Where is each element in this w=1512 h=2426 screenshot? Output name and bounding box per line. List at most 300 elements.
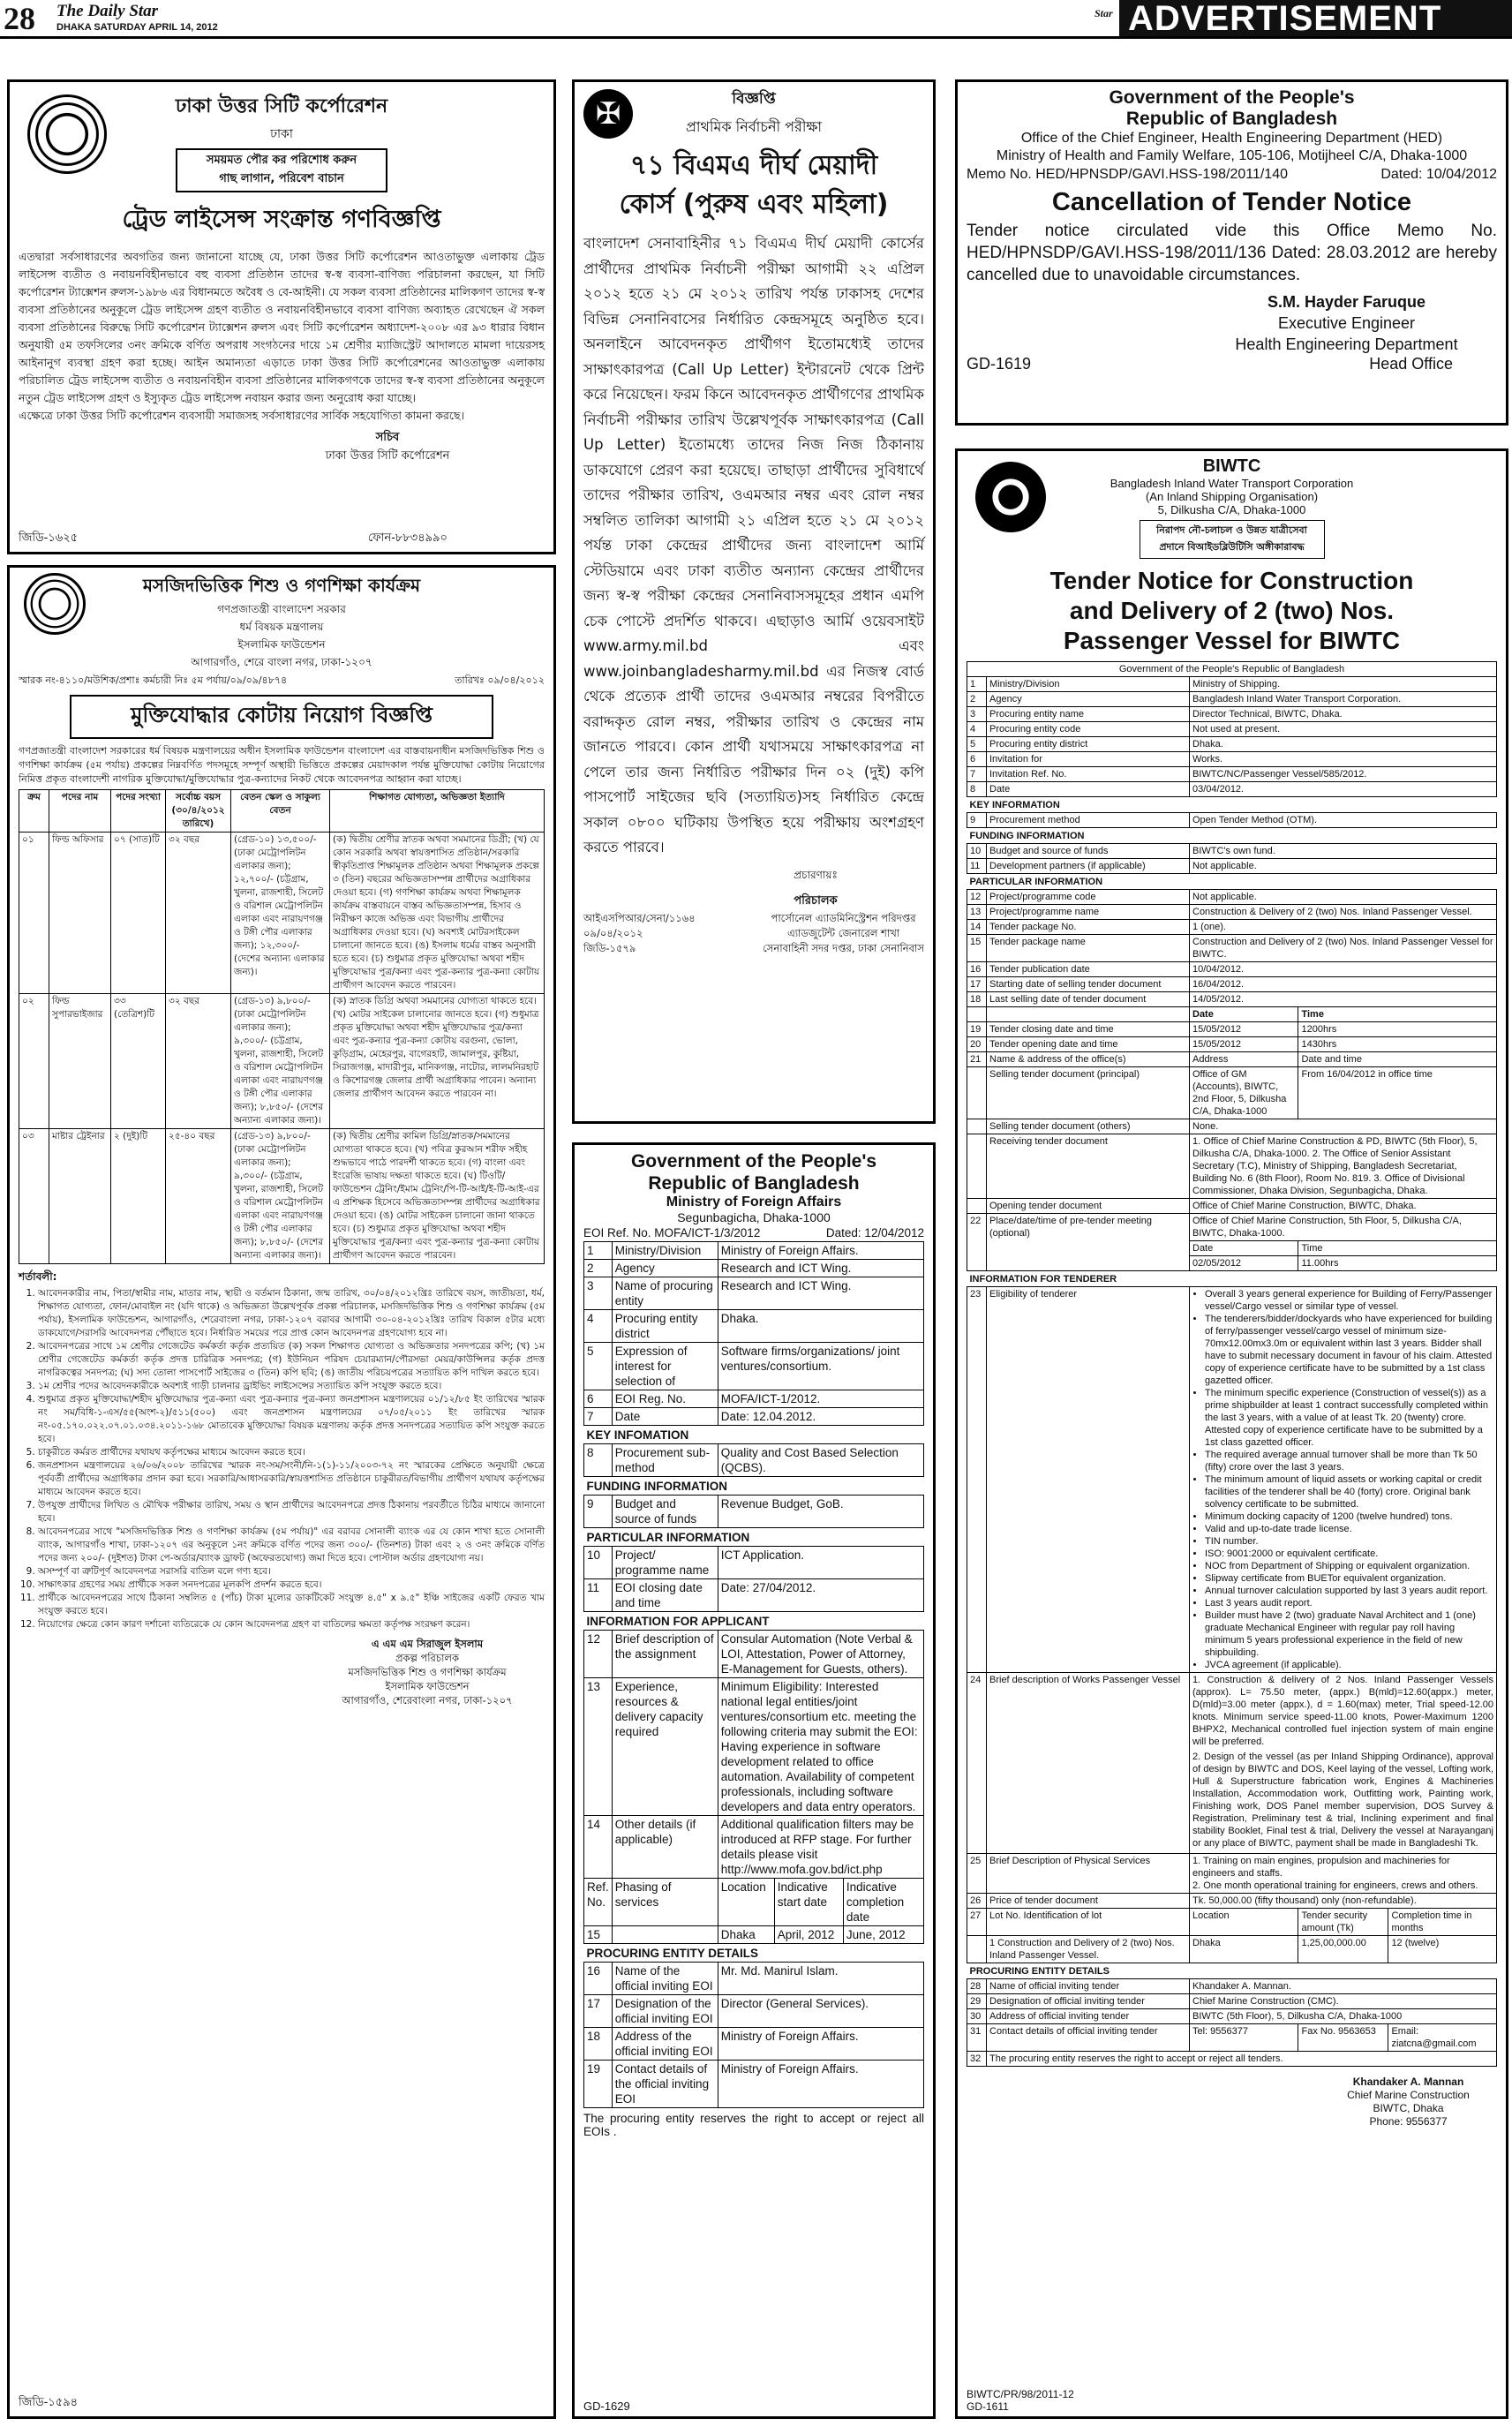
tender-row-label: Tender package name (987, 935, 1190, 962)
ad2-term-item: 8. আবেদনপত্রের সাথে "মসজিদভিত্তিক শিশু ও গণশিক্ষা কার্যক্রম (৫ম পর্যায়)" এর বরাবর সোনালী ব্যাংক এর যে কোন শাখা হতে সোনালী ব্যাংক, আগারগাঁও শাখা, ঢাকা-১২০৭ এর অনুকূলে ১নং ক্রমিকে বর্ণিত পদের জন্য ৩০০/- (তিনশত) টাকা এবং ২ ও ৩নং ক্রমিকে বর্ণিত পদের জন্য ২০০/- (দুইশত) টাকা পে-অর্ডার/ব্যাংক ড্রাফট (অফেরতযোগ্য) জমা দিতে হবে। পোস্টাল অর্ডার গ্রহণযোগ্য নয়। (38, 1526, 545, 1565)
tender-section-heading: PROCURING ENTITY DETAILS (967, 1963, 1497, 1979)
ad2-post-name: ফিল্ড অফিসার (49, 833, 111, 994)
table-row (967, 962, 1497, 977)
eoi-row-value: Ministry of Foreign Affairs. (718, 2061, 923, 2108)
eligibility-item: • TIN number. (1205, 1535, 1493, 1548)
tender-row-value: 14/05/2012. (1190, 992, 1497, 1007)
lot-location: Dhaka (1190, 1936, 1298, 1963)
tender-row-value: Works. (1190, 752, 1497, 767)
eoi-row-label: Ministry/Division (612, 1242, 718, 1260)
eoi-row-value: Software firms/organizations/ joint ventures/consortium. (718, 1343, 923, 1390)
contact-fax: Fax No. 9563653 (1298, 2024, 1388, 2052)
ad2-column-header: বেতন স্কেল ও সাকুল্য বেতন (231, 790, 330, 833)
eoi-row-value: Mr. Md. Manirul Islam. (718, 1963, 923, 1995)
eoi-row-number: 9 (584, 1496, 613, 1528)
tender-row-label: Date (987, 782, 1190, 797)
ad2-posts-table (19, 789, 545, 1264)
tender-time-value: 1200hrs (1298, 1022, 1497, 1037)
tender-row-label: Development partners (if applicable) (987, 859, 1190, 874)
tender-section-heading: PARTICULAR INFORMATION (967, 874, 1497, 890)
table-row (584, 1390, 924, 1408)
tender-row-number (967, 1067, 987, 1119)
tender-row-value (1190, 1287, 1497, 1673)
table-row (967, 737, 1497, 752)
tender-row-value: Chief Marine Construction (CMC). (1190, 1994, 1497, 2009)
ad2-signatory-org: ইসলামিক ফাউন্ডেশন (385, 1680, 470, 1692)
table-row (967, 707, 1497, 722)
eoi-schedule-value: 15 (584, 1926, 613, 1944)
table-row (584, 1310, 924, 1343)
eligibility-item: • Last 3 years audit report. (1205, 1597, 1493, 1609)
eoi-row-value: Minimum Eligibility: Interested national legal entities/joint ventures/consortium etc. meeting the following criteria may submit the EOI: Having experience in software development related to office automation. Availability of competent professionals, including software developers and data entry operators. (718, 1678, 923, 1816)
ad6-sig-phone: Phone: 9556377 (1369, 2115, 1448, 2128)
tender-row-number: 25 (967, 1854, 987, 1894)
tender-row-number: 14 (967, 920, 987, 935)
lot-security: 1,25,00,000.00 (1298, 1936, 1388, 1963)
works-item: 1. Construction & delivery of 2 Nos. Inland Passenger Vessels (approx). L= 75.50 meter, (appx.) B(mld)=12.60(appx.) meter, D(mld)=3.00 meter (appx.), d = 1.60(max) meter, Trial speed-12.00 knots. Minimum service speed-11.00 knots, Power-Maximum 1200 BHPX2, Mechanical controlled fuel injection system of main engine will be preferred. (1192, 1675, 1493, 1747)
table-row (584, 1963, 924, 1995)
ad2-salary: (গ্রেড-১৩) ৯,৮০০/- (ঢাকা মেট্রোপলিটন এলাকার জন্য); ৯,৩০০/- (চট্টগ্রাম, খুলনা, রাজশাহী, সিলেট ও বরিশাল মেট্রোপলিটন এলাকা এবং নারায়ণগঞ্জ ও টঙ্গী পৌর এলাকার জন্য); ৮,৮৫০/- (দেশের অন্যান্য এলাকার জন্য)। (231, 994, 330, 1129)
ad5-dept: Health Engineering Department (1235, 335, 1458, 353)
ad6-sig-title: Chief Marine Construction (1347, 2089, 1470, 2101)
table-row (584, 1816, 924, 1879)
tender-row-value: BIWTC/NC/Passenger Vessel/585/2012. (1190, 767, 1497, 782)
tender-section-heading: INFORMATION FOR TENDERER (967, 1271, 1497, 1287)
eoi-row-label: EOI closing date and time (612, 1579, 718, 1612)
tender-row-number: 31 (967, 2024, 987, 2052)
eoi-row-value: Date: 12.04.2012. (718, 1408, 923, 1426)
tender-row-number: 2 (967, 692, 987, 707)
ad2-address: আগারগাঁও, শেরে বাংলা নগর, ঢাকা-১২০৭ (191, 656, 372, 668)
ad2-column-header: পদের নাম (49, 790, 111, 833)
table-row (967, 2052, 1497, 2067)
table-row (584, 1343, 924, 1390)
ad1-body: এতদ্বারা সর্বসাধারণের অবগতির জন্য জানানো যাচ্ছে যে, ঢাকা উত্তর সিটি কর্পোরেশন আওতাভুক্ত এলাকায় ট্রেড লাইসেন্স ব্যতীত ও নবায়নবিহীনভাবে বহু ব্যবসা প্রতিষ্ঠান তাদের স্ব-স্ব ব্যবসা-বাণিজ্য পরিচালনা করছেন, যা সিটি কর্পোরেশন ট্যাক্সেশন রুলস-১৯৮৬ এর বিধানমতে অবৈধ ও বে-আইনী। যে সকল ব্যবসা প্রতিষ্ঠানের মালিকগণ তাদের স্ব-স্ব ব্যবসা প্রতিষ্ঠানের অনুকূলে ট্রেড লাইসেন্স গ্রহণ ব্যতীত ও নবায়নবিহীনভাবে ব্যবসা বাণিজ্য অব্যাহত রেখেছেন ঐ সকল ব্যবসা প্রতিষ্ঠানের বিরুদ্ধে সিটি কর্পোরেশন ট্যাক্সেশন রুলস এবং সিটি কর্পোরেশন অধ্যাদেশ-২০০৮ এর ৯৩ ধারার বিধান অনুযায়ী ৫ম তফসিলের ৩নং ক্রমিকে বর্ণিত অপরাধ সংগঠনের দায়ে ১ম শ্রেণীর ম্যাজিস্ট্রেট আদালতে মামলা দায়েরসহ আইনানুগ ব্যবস্থা গ্রহণ করা হচ্ছে। আইন অমান্যতা এড়াতে ঢাকা উত্তর সিটি কর্পোরেশনের আওতাভুক্ত এলাকায় পরিচালিত ট্রেড লাইসেন্স ব্যতীত ও নবায়নবিহীন ব্যবসা প্রতিষ্ঠানের মালিকগণকে তাদের স্ব-স্ব ব্যবসা প্রতিষ্ঠানের অনুকূলে নতুন ট্রেড লাইসেন্স গ্রহণ ও ইস্যুকৃত ট্রেড লাইসেন্স নবায়ন করার জন্য অনুরোধ করা যাচ্ছে। (19, 250, 545, 404)
ad2-max-age: ২৫-৪০ বছর (166, 1129, 231, 1264)
ad1-phone: ফোন-৮৮৩৪৯৯০ (367, 531, 448, 545)
tender-row-value: Director Technical, BIWTC, Dhaka. (1190, 707, 1497, 722)
eoi-row-label: Expression of interest for selection of (612, 1343, 718, 1390)
ad1-closing: এক্ষেত্রে ঢাকা উত্তর সিটি কর্পোরেশন ব্যবসায়ী সমাজসহ সর্বসাধারণের সার্বিক সহযোগিতা কামনা করছে। (19, 409, 464, 422)
tender-row-value: Construction and Delivery of 2 (two) Nos. Inland Passenger Vessel for BIWTC. (1190, 935, 1497, 962)
eoi-row-number: 8 (584, 1444, 613, 1477)
table-row (584, 1926, 924, 1944)
eoi-row-number: 7 (584, 1408, 613, 1426)
eoi-row-number: 14 (584, 1816, 613, 1879)
biwtc-logo-icon (975, 462, 1046, 532)
ad3-ref-left-2: ০৯/০৪/২০১২ (583, 926, 643, 939)
ad6-org-addr: 5, Dilkusha C/A, Dhaka-1000 (1157, 503, 1306, 516)
eoi-schedule-header: Indicative completion date (843, 1879, 923, 1926)
table-row (967, 1214, 1497, 1241)
eoi-section (584, 1426, 924, 1444)
eligibility-item: • ISO: 9001:2000 or equivalent certificate. (1205, 1548, 1493, 1560)
tender-row-number: 15 (967, 935, 987, 962)
eoi-row-label: Brief description of the assignment (612, 1631, 718, 1678)
tender-row-number (967, 1199, 987, 1214)
tender-address-value: Office of Chief Marine Construction, BIWTC, Dhaka. (1190, 1199, 1497, 1214)
table-row (584, 1277, 924, 1310)
ad6-gd: GD-1611 (967, 2400, 1009, 2413)
ad6-sig-name: Khandaker A. Mannan (1352, 2076, 1464, 2088)
tender-gov-heading: Government of the People's Republic of Bangladesh (967, 662, 1497, 677)
eoi-row-label: Budget and source of funds (612, 1496, 718, 1528)
table-row (967, 1052, 1497, 1067)
ad3-ref-right-2: এ্যাডজুটেন্ট জেনারেল শাখা (786, 926, 900, 939)
ad4-gd: GD-1629 (583, 2400, 630, 2413)
lot-security-header: Tender security amount (Tk) (1298, 1909, 1388, 1936)
ad-mofa-eoi (572, 1142, 936, 2419)
ad5-gd: GD-1619 (967, 355, 1032, 373)
table-row (967, 1994, 1497, 2009)
tender-row-number: 24 (967, 1673, 987, 1854)
ad3-ref-right-1: পার্সোনেল এ্যাডমিনিস্ট্রেশন পরিদপ্তর (771, 911, 916, 924)
table-row (967, 1037, 1497, 1052)
ad2-post-name: মাষ্টার ট্রেইনার (49, 1129, 111, 1264)
eoi-row-number: 11 (584, 1579, 613, 1612)
lot-completion-header: Completion time in months (1388, 1909, 1497, 1936)
eoi-row-value: Research and ICT Wing. (718, 1277, 923, 1310)
ad6-sig-org: BIWTC, Dhaka (1373, 2102, 1444, 2114)
ad2-intro: গণপ্রজাতন্ত্রী বাংলাদেশ সরকারের ধর্ম বিষয়ক মন্ত্রণালয়ের অধীন ইসলামিক ফাউন্ডেশন বাংলাদেশ এর বাস্তবায়নাধীন মসজিদভিত্তিক শিশু ও গণশিক্ষা কার্যক্রম (৫ম পর্যায়) প্রকল্পের নিম্নবর্ণিত পদসমূহে সম্পূর্ণ অস্থায়ী ভিত্তিতে প্রকল্পের মেয়াদকাল পর্যন্ত মুক্তিযোদ্ধা কোটায় নিয়োগের নিমিত্ত প্রকৃত বাংলাদেশী নাগরিক মুক্তিযোদ্ধা/মুক্তিযোদ্ধার পুত্র-কন্যাদের নিকট থেকে আবেদনপত্র আহ্বান করা যাচ্ছে। (19, 745, 545, 785)
eoi-row-value: ICT Application. (718, 1547, 923, 1579)
eoi-schedule-value: April, 2012 (774, 1926, 843, 1944)
table-row (584, 1408, 924, 1426)
tender-row-value: Tk. 50,000.00 (fifty thousand) only (non-refundable). (1190, 1894, 1497, 1909)
ad2-post-count: ৩৩ (তেত্রিশ)টি (111, 994, 166, 1129)
ad3-ref-right-3: সেনাবাহিনী সদর দপ্তর, ঢাকা সেনানিবাস (763, 941, 924, 954)
table-row (967, 1287, 1497, 1673)
tender-row-number: 27 (967, 1909, 987, 1936)
eoi-schedule-value: Dhaka (718, 1926, 774, 1944)
eoi-row-label: Contact details of the official inviting EOI (612, 2061, 718, 2108)
table-row (967, 1979, 1497, 1994)
tender-row-number (967, 1119, 987, 1134)
tender-row-value: Khandaker A. Mannan. (1190, 1979, 1497, 1994)
tender-row-number (967, 1007, 987, 1022)
tender-row-label: Opening tender document (987, 1199, 1190, 1214)
eoi-row-value: Director (General Services). (718, 1995, 923, 2028)
eoi-row-label: Name of procuring entity (612, 1277, 718, 1310)
ad5-memo: Memo No. HED/HPNSDP/GAVI.HSS-198/2011/140 (967, 167, 1288, 182)
services-item: 2. One month operational training for engineers, crews and others. (1192, 1880, 1478, 1891)
eoi-schedule-header: Location (718, 1879, 774, 1926)
eoi-section (584, 1477, 924, 1496)
ad2-term-item: 7. উপযুক্ত প্রার্থীদের লিখিত ও মৌখিক পরীক্ষার তারিখ, সময় ও স্থান প্রার্থীদের আবেদনপত্রে প্রদত্ত ঠিকানায় পরবর্তীতে চিঠির মাধ্যমে জানানো হবে। (38, 1499, 545, 1526)
paper-name: The Daily Star (56, 2, 159, 20)
ad2-ministry: ধর্ম বিষয়ক মন্ত্রণালয় (239, 621, 324, 633)
eoi-row-label: Procuring entity district (612, 1310, 718, 1343)
tender-row-value: BIWTC (5th Floor), 5, Dilkusha C/A, Dhaka-1000 (1190, 2009, 1497, 2024)
ad4-ministry: Ministry of Foreign Affairs (666, 1194, 842, 1209)
tender-time-value: 1430hrs (1298, 1037, 1497, 1052)
ad5-name: S.M. Hayder Faruque (1267, 293, 1426, 311)
ad5-body: Tender notice circulated vide this Office Memo No. HED/HPNSDP/GAVI.HSS-198/2011/136 Dated: 28.03.2012 are hereby cancelled due to unavoidable circumstances. (967, 222, 1497, 284)
tender-date-value: 15/05/2012 (1190, 1022, 1298, 1037)
tender-row-label: Project/programme name (987, 905, 1190, 920)
tender-row-number: 19 (967, 1022, 987, 1037)
ad5-title: Cancellation of Tender Notice (1051, 188, 1412, 216)
table-row (967, 905, 1497, 920)
ad2-max-age: ৩২ বছর (166, 833, 231, 994)
tender-row-value: Bangladesh Inland Water Transport Corporation. (1190, 692, 1497, 707)
tender-row-label: Name of official inviting tender (987, 1979, 1190, 1994)
tender-row-label (987, 1007, 1190, 1022)
eoi-section-heading: FUNDING INFORMATION (584, 1477, 924, 1496)
tender-row-number: 9 (967, 813, 987, 828)
section-small-logo: Star (1095, 7, 1113, 19)
table-row (967, 1673, 1497, 1854)
tender-row-label: Project/programme code (987, 890, 1190, 905)
eoi-row-number: 10 (584, 1547, 613, 1579)
eoi-row-label: Name of the official inviting EOI (612, 1963, 718, 1995)
ad2-gd: জিডি-১৫৯৪ (19, 2396, 79, 2409)
table-row (584, 1444, 924, 1477)
ad3-title-2: কোর্স (পুরুষ এবং মহিলা) (619, 189, 889, 220)
tender-row-label: Procuring entity district (987, 737, 1190, 752)
tender-row-value: 16/04/2012. (1190, 977, 1497, 992)
table-row (967, 782, 1497, 797)
eoi-row-label: Experience, resources & delivery capacity required (612, 1678, 718, 1816)
eoi-section-heading: PARTICULAR INFORMATION (584, 1528, 924, 1547)
ad1-signatory: সচিব (375, 431, 400, 444)
ad2-qualification: (ক) দ্বিতীয় শ্রেণীর স্নাতক অথবা সমমানের ডিগ্রী; (খ) যে কোন সরকারি অথবা স্বায়ত্তশাসিত প্রতিষ্ঠান/সরকারি স্বীকৃতিপ্রাপ্ত শিক্ষামূলক প্রতিষ্ঠান অথবা শিক্ষামূলক প্রকল্পে ৩ (তিন) বছরের অভিজ্ঞতাসম্পন্ন প্রার্থীদের অগ্রাধিকার দেওয়া হবে। (গ) গণশিক্ষা কার্যক্রম অথবা শিক্ষামূলক কার্যক্রম বাস্তবায়নে বাস্তব অভিজ্ঞতাসম্পন্ন, হিসাব ও নিরীক্ষণ কাজে অভিজ্ঞ এবং বিভাগীয় প্রার্থীদের অগ্রাধিকার দেওয়া হবে। (ঘ) অবশ্যই মোটরসাইকেল চালানো জানতে হবে। (ঙ) ইসলাম ধর্মের বাস্তব অনুসারী হতে হবে। (চ) শুধুমাত্র প্রকৃত মুক্তিযোদ্ধা অথবা শহীদ মুক্তিযোদ্ধার পুত্র/কন্যা এবং পুত্র-কন্যার পুত্র-কন্যা কোটায় প্রার্থীগণ আবেদন করতে পারবেন। (330, 833, 545, 994)
tender-row-number: 3 (967, 707, 987, 722)
tender-row-value: 1 (one). (1190, 920, 1497, 935)
ad2-post-count: ২ (দুই)টি (111, 1129, 166, 1264)
ad6-title-2: and Delivery of 2 (two) Nos. (1069, 597, 1395, 624)
table-row (967, 920, 1497, 935)
page-number: 28 (4, 1, 35, 36)
tender-row-number: 8 (967, 782, 987, 797)
eligibility-item: • The minimum amount of liquid assets or working capital or credit facilities of the tenderer shall be 40 (forty) crore. Original bank solvency certificate to be submitted. (1205, 1473, 1493, 1511)
tender-row-label: Tender closing date and time (987, 1022, 1190, 1037)
eoi-row-label: Date (612, 1408, 718, 1426)
ad2-term-item: 12. নিয়োগের ক্ষেত্রে কোন কারণ দর্শানো ব্যতিরেকে যে কোন আবেদনপত্র গ্রহণ বা বাতিলের ক্ষমতা কর্তৃপক্ষ সংরক্ষণ করেন। (38, 1618, 545, 1631)
eoi-row-label: Address of the official inviting EOI (612, 2028, 718, 2061)
tender-row-label: Name & address of the office(s) (987, 1052, 1190, 1067)
eoi-row-label: Project/ programme name (612, 1547, 718, 1579)
tender-row-number: 17 (967, 977, 987, 992)
ad1-signatory-org: ঢাকা উত্তর সিটি কর্পোরেশন (325, 449, 450, 463)
tender-section (967, 1963, 1497, 1979)
tender-row-number: 5 (967, 737, 987, 752)
eoi-row-number: 19 (584, 2061, 613, 2108)
eoi-row-number: 17 (584, 1995, 613, 2028)
tender-row-number: 20 (967, 1037, 987, 1052)
table-row (967, 722, 1497, 737)
tender-row-number (967, 1936, 987, 1963)
eligibility-item: • Overall 3 years general experience for Building of Ferry/Passenger vessel/Cargo vessel or similar type of vessel. (1205, 1288, 1493, 1313)
eligibility-item: • Slipway certificate from BUETor equivalent organization. (1205, 1572, 1493, 1585)
eoi-row-label: EOI Reg. No. (612, 1390, 718, 1408)
eoi-schedule-header-row (584, 1879, 924, 1926)
ad5-designation: Executive Engineer (1277, 314, 1416, 332)
tender-row-label: Tender opening date and time (987, 1037, 1190, 1052)
tender-row-value (1190, 1854, 1497, 1894)
tender-datetime-value: From 16/04/2012 in office time (1298, 1067, 1497, 1119)
ad2-term-item: 6. জনপ্রশাসন মন্ত্রণালয়ের ২৬/০৬/২০০৮ তারিখের স্মারক নং-সম/সংনী/নি-১(১)-১১/২০০৩-৭২ নং স্মারকের প্রেক্ষিতে অনুযায়ী ক্ষেত্রে পূর্ববর্তী প্রার্থীদের অগ্রাধিকার প্রদান করা হবে। সরকারি/আধাসরকারি/স্বায়ত্তশাসিত প্রতিষ্ঠানে চাকুরীরত/বিভাগীয় প্রার্থীগণ যথাযথ কর্তৃপক্ষের মাধ্যমে আবেদন করতে হবে। (38, 1459, 545, 1499)
ad-dncc-trade-license (7, 79, 556, 554)
eoi-row-number: 5 (584, 1343, 613, 1390)
ad1-gd: জিডি-১৬২৫ (19, 531, 79, 545)
ad6-tender-table (967, 661, 1497, 2067)
ad6-org-sub: (An Inland Shipping Organisation) (1145, 490, 1319, 503)
ad6-title-3: Passenger Vessel for BIWTC (1063, 627, 1401, 654)
eoi-section-heading: KEY INFOMATION (584, 1426, 924, 1444)
table-row (967, 1894, 1497, 1909)
eoi-section (584, 1528, 924, 1547)
tender-row-value: BIWTC's own fund. (1190, 844, 1497, 859)
ad2-term-item: 2. আবেদনপত্রের সাথে ১ম শ্রেণীর গেজেটেড কর্মকর্তা কর্তৃক প্রত্যয়িত (ক) সকল শিক্ষাগত যোগ্যতা ও অভিজ্ঞতার সনদপত্রের কপি; (খ) ১ম শ্রেণীর গেজেটেড কর্মকর্তা কর্তৃক প্রদত্ত চারিত্রিক সনদপত্র; (গ) ইউনিয়ন পরিষদ চেয়ারম্যান/পৌরসভা মেয়র/কাউন্সিলর কর্তৃক প্রদত্ত নাগরিকত্বের সনদপত্র; (ঘ) সদ্য তোলা পাসপোর্ট সাইজের ৩ (তিন) কপি ছবি; (ঙ) জাতীয় পরিচয়পত্রের সত্যায়িত কপি দাখিল করতে হবে। (38, 1340, 545, 1380)
tender-row-number: 28 (967, 1979, 987, 1994)
contact-email: Email: ziatcna@gmail.com (1388, 2024, 1497, 2052)
table-row (967, 677, 1497, 692)
eoi-schedule-header: Ref. No. (584, 1879, 613, 1926)
ad5-head: Head Office (1369, 355, 1453, 373)
ad2-post-name: ফিল্ড সুপারভাইজার (49, 994, 111, 1129)
ad1-city: ঢাকা (270, 127, 293, 141)
table-row (967, 992, 1497, 1007)
eoi-row-label: Designation of the official inviting EOI (612, 1995, 718, 2028)
ad3-subtitle: প্রাথমিক নির্বাচনী পরীক্ষা (685, 118, 823, 135)
table-row (967, 2009, 1497, 2024)
tender-meeting-place: Office of Chief Marine Construction, 5th Floor, 5, Dilkusha C/A, BIWTC, Dhaka-1000. (1190, 1214, 1497, 1241)
ad2-column-header: সর্বোচ্চ বয়স (৩০/৪/২০১২ তারিখে) (166, 790, 231, 833)
eligibility-item: • NOC from Department of Shipping or equivalent organization. (1205, 1560, 1493, 1572)
dncc-seal-icon (27, 94, 107, 174)
tender-row-label: Selling tender document (others) (987, 1119, 1190, 1134)
eoi-row-number: 4 (584, 1310, 613, 1343)
tender-row-value: Dhaka. (1190, 737, 1497, 752)
ad1-title: ট্রেড লাইসেন্স সংক্রান্ত গণবিজ্ঞপ্তি (122, 206, 441, 233)
eoi-row-value: Research and ICT Wing. (718, 1260, 923, 1277)
tender-row-value: 10/04/2012. (1190, 962, 1497, 977)
ad2-qualification: (ক) দ্বিতীয় শ্রেণীর কামিল ডিগ্রি/স্নাতক/সমমানের যোগ্যতা থাকতে হবে। (খ) পবিত্র কুরআন শরীফ সহীহ শুদ্ধভাবে পাঠে পারদর্শী থাকতে হবে। (গ) বাংলা এবং ইংরেজি ভাষায় দক্ষতা থাকতে হবে। (ঘ) টিওটি/ফাউন্ডেশন ট্রেনিং/ইমাম ট্রেনিং/পি-টি-আই/ই-টি-আই-এর এ প্রশিক্ষক হিসেবে অভিজ্ঞতাসম্পন্ন প্রার্থীদের অগ্রাধিকার দেওয়া হবে। (ঙ) মোটর সাইকেল চালানো জানা থাকতে হবে। (চ) শুধুমাত্র প্রকৃত মুক্তিযোদ্ধা অথবা শহীদ মুক্তিযোদ্ধার পুত্র/কন্যা এবং পুত্র-কন্যার পুত্র-কন্যা কোটায় প্রার্থীগণ আবেদন করতে পারবেন। (330, 1129, 545, 1264)
tender-meeting-time: 11.00hrs (1298, 1256, 1497, 1271)
tender-row-number: 11 (967, 859, 987, 874)
table-row (584, 1260, 924, 1277)
eoi-row-value: Ministry of Foreign Affairs. (718, 1242, 923, 1260)
table-row (967, 890, 1497, 905)
ad3-title-1: ৭১ বিএমএ দীর্ঘ মেয়াদী (629, 150, 878, 181)
tender-row-number: 29 (967, 1994, 987, 2009)
eligibility-list (1192, 1288, 1493, 1671)
tender-date-header: Date (1190, 1007, 1298, 1022)
tender-row-label: Designation of official inviting tender (987, 1994, 1190, 2009)
tender-meeting-date-header: Date (1190, 1241, 1298, 1256)
ad4-ref: EOI Ref. No. MOFA/ICT-1/3/2012 (583, 1226, 761, 1239)
tender-row-number: 26 (967, 1894, 987, 1909)
ad5-title-1: Government of the People's (1109, 87, 1355, 108)
ad2-memo-date: তারিখঃ ০৯/০৪/২০১২ (455, 674, 545, 686)
tender-row-label: Procurement method (987, 813, 1190, 828)
lot-header-row (967, 1909, 1497, 1936)
ad2-serial: ০৩ (19, 1129, 49, 1264)
ad2-term-item: 4. শুধুমাত্র প্রকৃত মুক্তিযোদ্ধা/শহীদ মুক্তিযোদ্ধার পুত্র-কন্যা এবং পুত্র-কন্যার পুত্র-কন্যা জনপ্রশাসন মন্ত্রণালয়ের ০১/১২/৮৫ ইং তারিখের স্মারক নং সম/বিধি-১-এস/৫৫(অংশ-২)/৫১১(৫০০) এবং জনপ্রশাসন মন্ত্রণালয়ের ০৭/০৫/২০১১ ইং তারিখের স্মারক নং-০৫.১৭০.০২২.০৭.০১.০৩৪.২০১১-১৬৮ মোতাবেক মুক্তিযোদ্ধা বিষয়ক মন্ত্রণালয় কর্তৃক প্রদত্ত সনদপত্রের সত্যায়িত কপি সংযুক্ত করতে হবে। (38, 1393, 545, 1446)
eoi-row-label: Other details (if applicable) (612, 1816, 718, 1879)
ad-army-bma-course (572, 79, 936, 1124)
islamic-foundation-logo-icon (24, 573, 86, 635)
tender-row-value (1190, 1673, 1497, 1854)
ad2-terms-list (19, 1287, 545, 1631)
tender-address-header: Address (1190, 1052, 1298, 1067)
ad2-term-item: 3. ১ম শ্রেণীর পদের আবেদনকারীকে অবশ্যই গাড়ী চালনার ড্রাইভিং লাইসেন্সের সত্যায়িত কপি সংযুক্ত করতে হবে। (38, 1380, 545, 1393)
tender-row-number: 4 (967, 722, 987, 737)
tender-section (967, 874, 1497, 890)
eoi-row-label: Agency (612, 1260, 718, 1277)
eoi-row-number: 16 (584, 1963, 613, 1995)
tender-row-number: 13 (967, 905, 987, 920)
ad2-qualification: (ক) স্নাতক ডিগ্রি অথবা সমমানের যোগ্যতা থাকতে হবে। (খ) মোটর সাইকেল চালানোর জানতে হবে। (গ) শুধুমাত্র প্রকৃত মুক্তিযোদ্ধা অথবা শহীদ মুক্তিযোদ্ধার পুত্র/কন্যা এবং পুত্র-কন্যার পুত্র-কন্যা কোটায় বরগুনা, ভোলা, কুড়িগ্রাম, মেহেরপুর, বাগেরহাট, জামালপুর, কুষ্টিয়া, সিরাজগঞ্জ, মাদারীপুর, মানিকগঞ্জ, নাটোর, লালমনিরহাট ও কিশোরগঞ্জ জেলার প্রার্থী অগ্রাধিকার পাবেন। অন্যান্য জেলার প্রার্থীগণ আবেদন করতে পারবেন না। (330, 994, 545, 1129)
ad3-pro: প্রচারণায়ঃ (794, 868, 838, 881)
eoi-row-label: Procurement sub-method (612, 1444, 718, 1477)
tender-row-number: 23 (967, 1287, 987, 1673)
ad-islamic-foundation-recruitment (7, 565, 556, 2419)
tender-row-value: Ministry of Shipping. (1190, 677, 1497, 692)
ad2-memo: স্মারক নং-৪১১০/মউশিক/প্রশাঃ কর্মচারী নিঃ ৫ম পর্যায়/০৯/০৯/৪৮৭৪ (19, 674, 288, 686)
eoi-row-number: 2 (584, 1260, 613, 1277)
tender-row-number: 18 (967, 992, 987, 1007)
army-crest-icon: ✠ (583, 89, 633, 139)
tender-row-value: Not applicable. (1190, 890, 1497, 905)
table-row (584, 1496, 924, 1528)
eoi-section-heading: PROCURING ENTITY DETAILS (584, 1944, 924, 1963)
ad4-address: Segunbagicha, Dhaka-1000 (677, 1210, 831, 1224)
ad2-term-item: 5. চাকুরীতে কর্মরত প্রার্থীদের যথাযথ কর্তৃপক্ষের মাধ্যমে আবেদন করতে হবে। (38, 1446, 545, 1459)
table-row (584, 1995, 924, 2028)
tender-address-value: 1. Office of Chief Marine Construction & PD, BIWTC (5th Floor), 5, Dilkusha C/A, Dhaka-1000. 2. The Office of Senior Assistant Secretary (T.C), Ministry of Shipping, Bangladesh Secretariat, Building No. 6 (8th Floor), Room No. 819. 3. Office of Divisional Commissioner, Dhaka Division, Segunbagicha, Dhaka. (1190, 1134, 1497, 1199)
tender-row-number: 1 (967, 677, 987, 692)
ad5-office: Office of the Chief Engineer, Health Engineering Department (HED) (1020, 131, 1443, 146)
tender-row-label: Place/date/time of pre-tender meeting (optional) (987, 1214, 1190, 1271)
eoi-row-number: 12 (584, 1631, 613, 1678)
eoi-row-number: 1 (584, 1242, 613, 1260)
tender-row-label: Budget and source of funds (987, 844, 1190, 859)
eoi-section (584, 1612, 924, 1631)
eoi-row-value: Date: 27/04/2012. (718, 1579, 923, 1612)
eoi-row-value: Consular Automation (Note Verbal & LOI, Attestation, Power of Attorney, E-Management for Guests, others). (718, 1631, 923, 1678)
ad6-ref: BIWTC/PR/98/2011-12 (967, 2388, 1074, 2400)
ad6-slogan-1: নিরাপদ নৌ-চলাচল ও উন্নত যাত্রীসেবা (1156, 524, 1307, 536)
tender-row-label: Invitation for (987, 752, 1190, 767)
ad2-salary: (গ্রেড-১৩) ৯,৮০০/- (ঢাকা মেট্রোপলিটন এলাকার জন্য); ৯,৩০০/- (চট্টগ্রাম, খুলনা, রাজশাহী, সিলেট ও বরিশাল মেট্রোপলিটন এলাকা এবং নারায়ণগঞ্জ ও টঙ্গী পৌর এলাকার জন্য); ৮,৮৫০/- (দেশের অন্যান্য এলাকার জন্য)। (231, 1129, 330, 1264)
ad5-title-2: Republic of Bangladesh (1125, 109, 1338, 129)
ad6-org-full: Bangladesh Inland Water Transport Corporation (1110, 477, 1354, 490)
tender-row-label: Selling tender document (principal) (987, 1067, 1190, 1119)
tender-row-label: Procuring entity code (987, 722, 1190, 737)
table-row (967, 1936, 1497, 1963)
lot-identification-header: Lot No. Identification of lot (987, 1909, 1190, 1936)
eoi-schedule-header: Indicative start date (774, 1879, 843, 1926)
eoi-schedule-value: June, 2012 (843, 1926, 923, 1944)
tender-row-label: Contact details of official inviting tender (987, 2024, 1190, 2052)
table-row (967, 692, 1497, 707)
eligibility-item: • Minimum docking capacity of 1200 (twelve hundred) tons. (1205, 1511, 1493, 1523)
tender-row-number: 7 (967, 767, 987, 782)
paper-date: DHAKA SATURDAY APRIL 14, 2012 (56, 22, 218, 33)
ad2-terms-title: শর্তাবলী: (19, 1270, 57, 1283)
ad4-date: Dated: 12/04/2012 (825, 1226, 924, 1239)
ad2-foundation: ইসলামিক ফাউন্ডেশন (237, 638, 326, 651)
eligibility-item: • JVCA agreement (if applicable). (1205, 1659, 1493, 1671)
table-row (584, 2028, 924, 2061)
ad2-salary: (গ্রেড-১০) ১৩,৫০০/- (ঢাকা মেট্রোপলিটন এলাকার জন্য); ১২,৭০০/- (চট্টগ্রাম, খুলনা, রাজশাহী, সিলেট ও বরিশাল মেট্রোপলিটন এলাকা এবং নারায়ণগঞ্জ ও টঙ্গী পৌর এলাকার জন্য); ১২,৩০০/- (দেশের অন্যান্য এলাকার জন্য)। (231, 833, 330, 994)
eligibility-item: • The minimum specific experience (Construction of vessel(s)) as a prime shipbuilder at least 1 contract successfully completed within the last 3 years, with a value of at least Tk. 20 (twenty) crore. Attested copy of experience certificate have to be submitted by a 1st class gazetted officer. (1205, 1387, 1493, 1449)
table-row (967, 977, 1497, 992)
ad2-table-header (19, 790, 545, 833)
ad3-ref-left-1: আইএসপিআর/সেনা/১১৬৪ (583, 911, 696, 924)
